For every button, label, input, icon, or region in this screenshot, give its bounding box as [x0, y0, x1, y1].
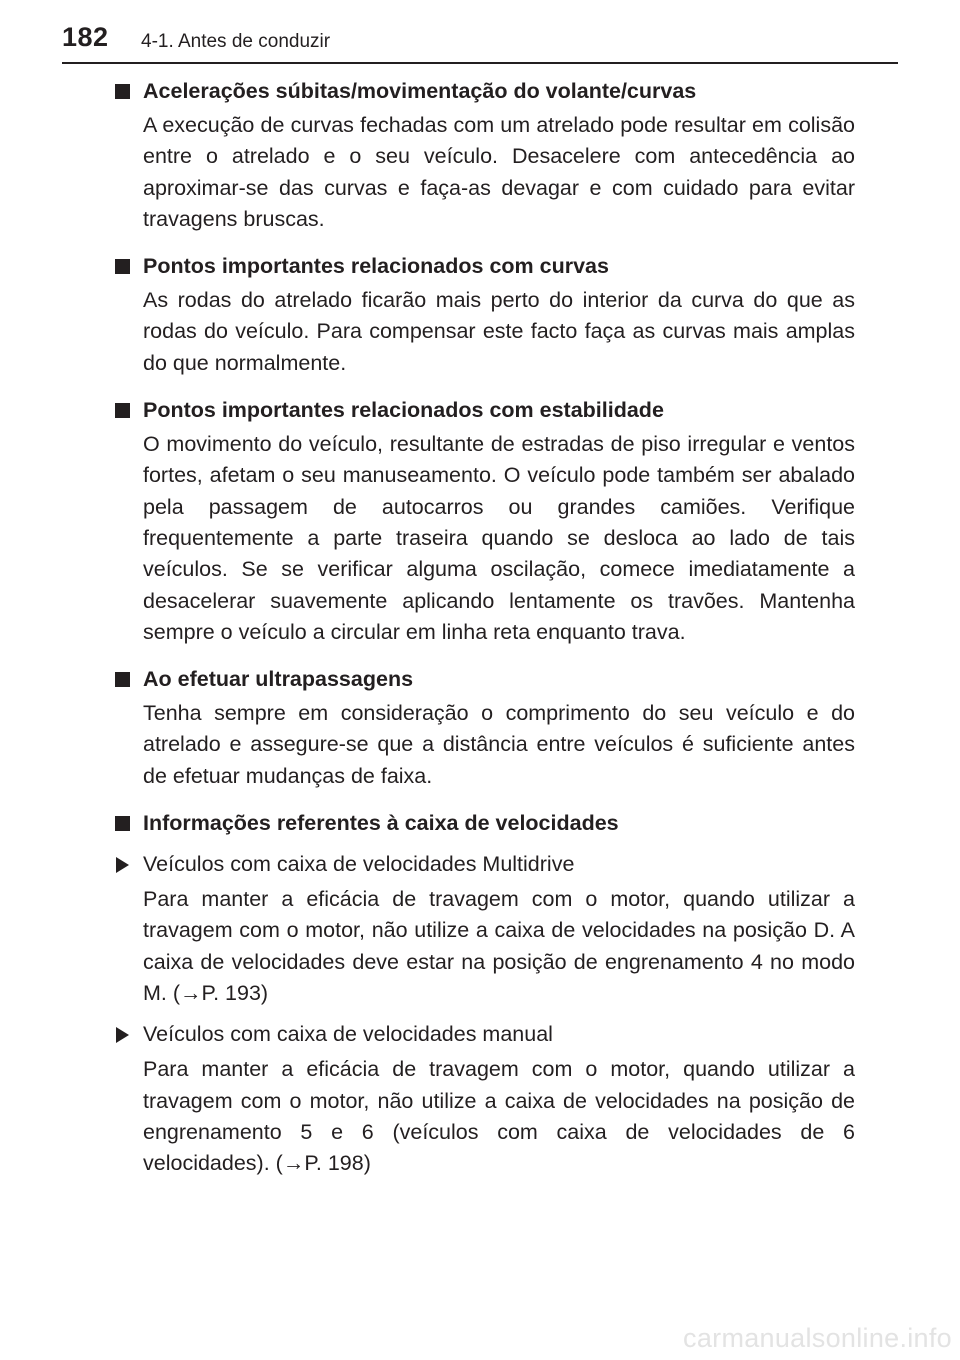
section-paragraph: Tenha sempre em consideração o comprimento do seu veículo e do atrelado e assegure-se que a distância entre veículos é suficiente antes de efetuar mudanças de faixa. — [143, 701, 855, 788]
heading-text: Pontos importantes relacionados com curvas — [143, 254, 609, 279]
subsection-paragraph: Para manter a eficácia de travagem com o motor, quando utilizar a travagem com o motor, não utilize a caixa de velocidades na posição D. A caixa de velocidades deve estar na posição de engrenamento 4 no modo M. (→P. 193) — [143, 887, 855, 1005]
heading-text: Ao efetuar ultrapassagens — [143, 667, 414, 692]
square-bullet-icon — [115, 816, 130, 831]
subsection-manual — [112, 1019, 855, 1050]
section-heading-overtaking — [112, 664, 855, 695]
section-heading-turning-points — [112, 251, 855, 282]
watermark: carmanualsonline.info — [683, 1323, 952, 1353]
subsection-title: Veículos com caixa de velocidades manual — [143, 1022, 553, 1047]
section-title: 4-1. Antes de conduzir — [141, 31, 331, 52]
square-bullet-icon — [115, 403, 130, 418]
section-paragraph: As rodas do atrelado ficarão mais perto do interior da curva do que as rodas do veículo. Para compensar este facto faça as curvas mais amplas do que normalmente. — [143, 288, 855, 375]
section-heading-stability — [112, 395, 855, 426]
page-number: 182 — [62, 22, 109, 52]
section-paragraph: O movimento do veículo, resultante de estradas de piso irregular e ventos fortes, afetam o seu manuseamento. O veículo pode também ser abalado pela passagem de autocarros ou grandes camiões. Verifique frequentemente a parte traseira quando se desloca ao lado de tais veículos. Se se verificar alguma oscilação, comece imediatamente a desacelerar suavemente aplicando lentamente os travões. Mantenha sempre o veículo a circular em linha reta enquanto trava. — [143, 432, 855, 644]
page-content — [112, 76, 855, 1183]
subsection-multidrive — [112, 849, 855, 880]
square-bullet-icon — [115, 259, 130, 274]
heading-text: Pontos importantes relacionados com estabilidade — [143, 398, 664, 423]
subsection-title: Veículos com caixa de velocidades Multidrive — [143, 852, 575, 877]
square-bullet-icon — [115, 672, 130, 687]
triangle-bullet-icon — [116, 1027, 129, 1043]
section-heading-gearbox — [112, 808, 855, 839]
section-paragraph: A execução de curvas fechadas com um atrelado pode resultar em colisão entre o atrelado e o seu veículo. Desacelere com antecedência ao aproximar-se das curvas e faça-as devagar e com cuidado para evitar travagens bruscas. — [143, 113, 855, 231]
subsection-paragraph: Para manter a eficácia de travagem com o motor, quando utilizar a travagem com o motor, não utilize a caixa de velocidades na posição de engrenamento 5 e 6 (veículos com caixa de velocidades de 6 velocidades). (→P. 198) — [143, 1057, 855, 1176]
heading-text: Acelerações súbitas/movimentação do volante/curvas — [143, 79, 697, 103]
heading-text: Informações referentes à caixa de velocidades — [143, 811, 619, 836]
square-bullet-icon — [115, 84, 130, 99]
header-rule — [62, 62, 898, 64]
triangle-bullet-icon — [116, 857, 129, 873]
section-heading-curves — [112, 76, 855, 107]
